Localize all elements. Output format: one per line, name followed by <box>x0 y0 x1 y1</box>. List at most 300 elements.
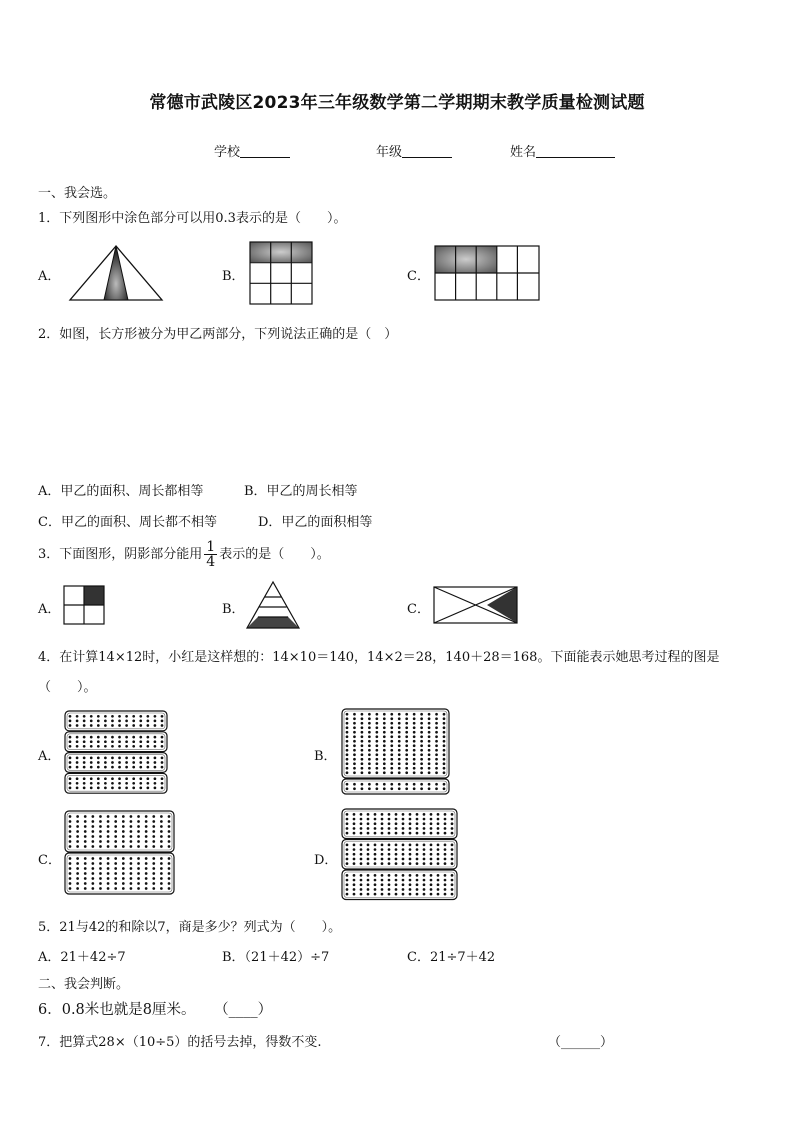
dot <box>353 844 356 847</box>
dot <box>132 720 135 723</box>
dot <box>114 830 117 833</box>
dot-group-box <box>65 811 174 852</box>
dot <box>91 815 94 818</box>
dot <box>132 724 135 727</box>
dot <box>430 818 433 821</box>
dot <box>375 758 378 761</box>
dot <box>381 818 384 821</box>
dot <box>69 862 72 865</box>
dot <box>368 744 371 747</box>
dot <box>132 736 135 739</box>
dot <box>99 820 102 823</box>
dot <box>69 867 72 870</box>
q4-figure-b <box>341 708 452 798</box>
dot <box>361 767 364 770</box>
dot <box>118 787 121 790</box>
dot <box>160 867 163 870</box>
dot <box>360 827 363 830</box>
dot <box>346 832 349 835</box>
dot <box>353 888 356 891</box>
dot <box>91 820 94 823</box>
dot-group-box <box>342 709 449 778</box>
dot <box>107 815 110 818</box>
dot <box>413 771 416 774</box>
dot <box>353 713 356 716</box>
dot <box>161 787 164 790</box>
dot <box>361 722 364 725</box>
dot <box>168 882 171 885</box>
q2-option-a[interactable]: A．甲乙的面积、周长都相等 <box>38 484 204 499</box>
dot <box>360 822 363 825</box>
dot <box>390 735 393 738</box>
dot <box>132 782 135 785</box>
q5-option-a[interactable]: A．21＋42÷7 <box>38 950 126 965</box>
dot <box>130 862 133 865</box>
dot <box>416 813 419 816</box>
dot <box>146 740 149 743</box>
q1-option-b-label: B． <box>222 269 245 284</box>
dot <box>361 726 364 729</box>
dot <box>130 872 133 875</box>
dot <box>118 720 121 723</box>
q3-figure-c <box>433 586 519 624</box>
dot <box>443 767 446 770</box>
dot <box>451 853 454 856</box>
dot <box>104 766 107 769</box>
dot <box>107 862 110 865</box>
dot <box>444 874 447 877</box>
dot <box>168 820 171 823</box>
dot <box>160 872 163 875</box>
dot <box>69 782 72 785</box>
q7-answer-blank[interactable]: （______） <box>548 1035 614 1050</box>
dot <box>423 832 426 835</box>
dot <box>405 744 408 747</box>
dot <box>122 845 125 848</box>
name-blank[interactable] <box>536 143 615 158</box>
dot <box>161 740 164 743</box>
dot <box>346 888 349 891</box>
dot <box>381 813 384 816</box>
dot <box>409 822 412 825</box>
dot <box>111 782 114 785</box>
dot <box>443 735 446 738</box>
dot <box>130 815 133 818</box>
dot <box>161 782 164 785</box>
dot <box>383 740 386 743</box>
dot <box>139 782 142 785</box>
dot <box>413 740 416 743</box>
dot <box>104 757 107 760</box>
dot <box>388 818 391 821</box>
dot <box>390 762 393 765</box>
dot <box>437 813 440 816</box>
dot <box>125 736 128 739</box>
dot <box>353 753 356 756</box>
dot <box>118 715 121 718</box>
dot <box>388 879 391 882</box>
dot <box>428 726 431 729</box>
dot <box>99 862 102 865</box>
dot <box>437 844 440 847</box>
dot <box>83 724 86 727</box>
dot <box>444 844 447 847</box>
dot <box>367 883 370 886</box>
dot <box>405 735 408 738</box>
dot <box>353 853 356 856</box>
dot <box>444 827 447 830</box>
dot <box>97 740 100 743</box>
dot <box>76 715 79 718</box>
dot <box>435 749 438 752</box>
dot <box>367 879 370 882</box>
dot <box>84 877 87 880</box>
dot <box>368 740 371 743</box>
dot <box>161 766 164 769</box>
dot <box>83 740 86 743</box>
dot <box>381 893 384 896</box>
dot <box>97 736 100 739</box>
dot <box>69 872 72 875</box>
dot <box>76 862 79 865</box>
dot <box>160 835 163 838</box>
dot <box>90 766 93 769</box>
dot <box>160 862 163 865</box>
dot <box>161 757 164 760</box>
dot <box>367 893 370 896</box>
dot <box>114 882 117 885</box>
dot <box>383 722 386 725</box>
dot-group-box <box>65 753 167 773</box>
dot <box>435 740 438 743</box>
dot <box>420 783 423 786</box>
dot <box>430 813 433 816</box>
dot <box>91 840 94 843</box>
dot <box>374 858 377 861</box>
dot <box>346 818 349 821</box>
dot <box>152 840 155 843</box>
dot <box>122 820 125 823</box>
dot <box>423 874 426 877</box>
dot <box>405 753 408 756</box>
dot <box>107 830 110 833</box>
dot <box>130 882 133 885</box>
dot <box>443 753 446 756</box>
dot <box>405 783 408 786</box>
dot <box>402 853 405 856</box>
dot <box>451 813 454 816</box>
dot <box>398 783 401 786</box>
dot <box>402 893 405 896</box>
dot <box>368 783 371 786</box>
dot <box>444 853 447 856</box>
dot <box>395 893 398 896</box>
dot <box>99 835 102 838</box>
dot <box>130 840 133 843</box>
dot <box>161 724 164 727</box>
q2-option-d[interactable]: D．甲乙的面积相等 <box>258 515 373 530</box>
dot <box>168 840 171 843</box>
dot <box>111 777 114 780</box>
dot <box>402 813 405 816</box>
dot <box>152 825 155 828</box>
dot <box>375 717 378 720</box>
dot <box>405 731 408 734</box>
dot <box>437 883 440 886</box>
name-field[interactable] <box>510 141 615 160</box>
dot <box>451 848 454 851</box>
dot <box>122 867 125 870</box>
dot <box>420 758 423 761</box>
dot <box>395 822 398 825</box>
dot <box>383 713 386 716</box>
dot <box>374 874 377 877</box>
dot <box>451 888 454 891</box>
dot <box>97 720 100 723</box>
dot <box>420 767 423 770</box>
dot <box>437 879 440 882</box>
dot <box>168 845 171 848</box>
dot <box>114 840 117 843</box>
dot <box>353 749 356 752</box>
dot <box>443 740 446 743</box>
q2-option-c[interactable]: C．甲乙的面积、周长都不相等 <box>38 515 217 530</box>
dot <box>361 762 364 765</box>
dot <box>402 888 405 891</box>
dot <box>168 872 171 875</box>
dot <box>137 845 140 848</box>
dot <box>353 783 356 786</box>
dot <box>168 857 171 860</box>
dot <box>107 872 110 875</box>
dot <box>69 887 72 890</box>
dot <box>76 720 79 723</box>
grade-blank[interactable] <box>402 143 452 158</box>
dot <box>152 862 155 865</box>
dot <box>154 740 157 743</box>
dot <box>367 848 370 851</box>
dot <box>130 887 133 890</box>
dot <box>76 877 79 880</box>
dot <box>69 757 72 760</box>
dot <box>437 853 440 856</box>
dot <box>361 749 364 752</box>
dot <box>451 874 454 877</box>
dot <box>97 715 100 718</box>
dot <box>398 744 401 747</box>
q4-text-line1: 4．在计算14×12时，小红是这样想的：14×10＝140，14×2＝28，140＋28＝168。下面能表示她思考过程的图是 <box>38 650 720 665</box>
dot <box>130 835 133 838</box>
q3-fraction-denominator: 4 <box>206 554 216 570</box>
q1-figure-a <box>68 244 164 302</box>
dot <box>130 867 133 870</box>
dot <box>154 782 157 785</box>
dot <box>84 835 87 838</box>
dot <box>381 883 384 886</box>
dot <box>443 731 446 734</box>
school-blank[interactable] <box>240 143 290 158</box>
dot <box>451 893 454 896</box>
dot <box>413 758 416 761</box>
dot <box>409 883 412 886</box>
dot <box>83 766 86 769</box>
dot <box>69 715 72 718</box>
dot <box>368 758 371 761</box>
dot <box>111 745 114 748</box>
dot <box>139 740 142 743</box>
dot <box>125 740 128 743</box>
dot <box>374 853 377 856</box>
dot <box>390 722 393 725</box>
dot <box>420 717 423 720</box>
dot <box>388 874 391 877</box>
dot <box>409 832 412 835</box>
dot <box>437 848 440 851</box>
dot <box>360 813 363 816</box>
dot <box>361 758 364 761</box>
dot <box>346 722 349 725</box>
dot <box>374 818 377 821</box>
dot <box>374 848 377 851</box>
dot <box>346 874 349 877</box>
grade-field[interactable] <box>376 141 452 160</box>
dot <box>416 844 419 847</box>
dot <box>383 726 386 729</box>
dot <box>353 893 356 896</box>
dot <box>374 879 377 882</box>
dot <box>111 715 114 718</box>
dot <box>383 767 386 770</box>
dot <box>388 844 391 847</box>
dot <box>154 761 157 764</box>
dot <box>83 761 86 764</box>
dot <box>90 745 93 748</box>
dot <box>368 762 371 765</box>
dot <box>409 818 412 821</box>
dot <box>451 862 454 865</box>
dot <box>435 771 438 774</box>
dot <box>390 749 393 752</box>
dot <box>83 782 86 785</box>
dot <box>114 887 117 890</box>
dot <box>346 787 349 790</box>
dot <box>416 862 419 865</box>
dot <box>360 883 363 886</box>
dot <box>395 813 398 816</box>
dot <box>69 830 72 833</box>
q3-option-a-label: A． <box>38 602 61 617</box>
q3-text <box>38 540 330 569</box>
dot <box>374 832 377 835</box>
dot <box>132 787 135 790</box>
dot <box>420 735 423 738</box>
dot <box>137 815 140 818</box>
dot <box>91 835 94 838</box>
dot <box>413 753 416 756</box>
school-field[interactable] <box>214 141 290 160</box>
dot-group-box <box>65 732 167 752</box>
dot <box>390 726 393 729</box>
dot <box>381 853 384 856</box>
q2-option-b[interactable]: B．甲乙的周长相等 <box>244 484 358 499</box>
dot <box>152 815 155 818</box>
dot <box>444 893 447 896</box>
q6-answer-blank[interactable]: （____） <box>214 1002 273 1018</box>
dot <box>375 735 378 738</box>
dot <box>423 883 426 886</box>
dot <box>346 713 349 716</box>
dot <box>99 872 102 875</box>
dot <box>168 835 171 838</box>
dot <box>360 879 363 882</box>
dot <box>146 757 149 760</box>
dot <box>398 713 401 716</box>
dot <box>435 722 438 725</box>
dot <box>361 717 364 720</box>
q2-text: 2．如图，长方形被分为甲乙两部分，下列说法正确的是（ ） <box>38 327 398 342</box>
dot <box>435 758 438 761</box>
dot <box>152 857 155 860</box>
dot <box>104 720 107 723</box>
q3-option-b-label: B． <box>222 602 245 617</box>
dot <box>390 767 393 770</box>
dot <box>360 893 363 896</box>
dot <box>444 813 447 816</box>
dot <box>388 893 391 896</box>
dot <box>388 827 391 830</box>
dot <box>423 893 426 896</box>
dot <box>76 761 79 764</box>
dot <box>420 726 423 729</box>
dot <box>346 844 349 847</box>
dot <box>375 753 378 756</box>
dot <box>420 787 423 790</box>
dot <box>107 840 110 843</box>
dot <box>368 771 371 774</box>
dot <box>90 715 93 718</box>
dot <box>132 740 135 743</box>
q5-option-b[interactable]: B．（21＋42）÷7 <box>222 950 330 965</box>
dot <box>132 777 135 780</box>
dot <box>353 744 356 747</box>
dot <box>97 757 100 760</box>
dot <box>443 717 446 720</box>
dot <box>69 761 72 764</box>
dot <box>91 877 94 880</box>
dot <box>76 745 79 748</box>
dot <box>160 830 163 833</box>
q3-figure-a <box>63 585 105 625</box>
q5-option-c[interactable]: C．21÷7＋42 <box>407 950 496 965</box>
dot <box>361 735 364 738</box>
dot <box>361 740 364 743</box>
dot <box>395 858 398 861</box>
dot <box>381 874 384 877</box>
dot <box>360 874 363 877</box>
dot <box>152 867 155 870</box>
dot <box>111 761 114 764</box>
dot <box>107 882 110 885</box>
dot <box>353 758 356 761</box>
dot <box>130 825 133 828</box>
dot <box>146 777 149 780</box>
dot <box>423 888 426 891</box>
dot <box>383 735 386 738</box>
dot <box>353 832 356 835</box>
dot <box>428 735 431 738</box>
dot <box>154 736 157 739</box>
dot <box>346 848 349 851</box>
